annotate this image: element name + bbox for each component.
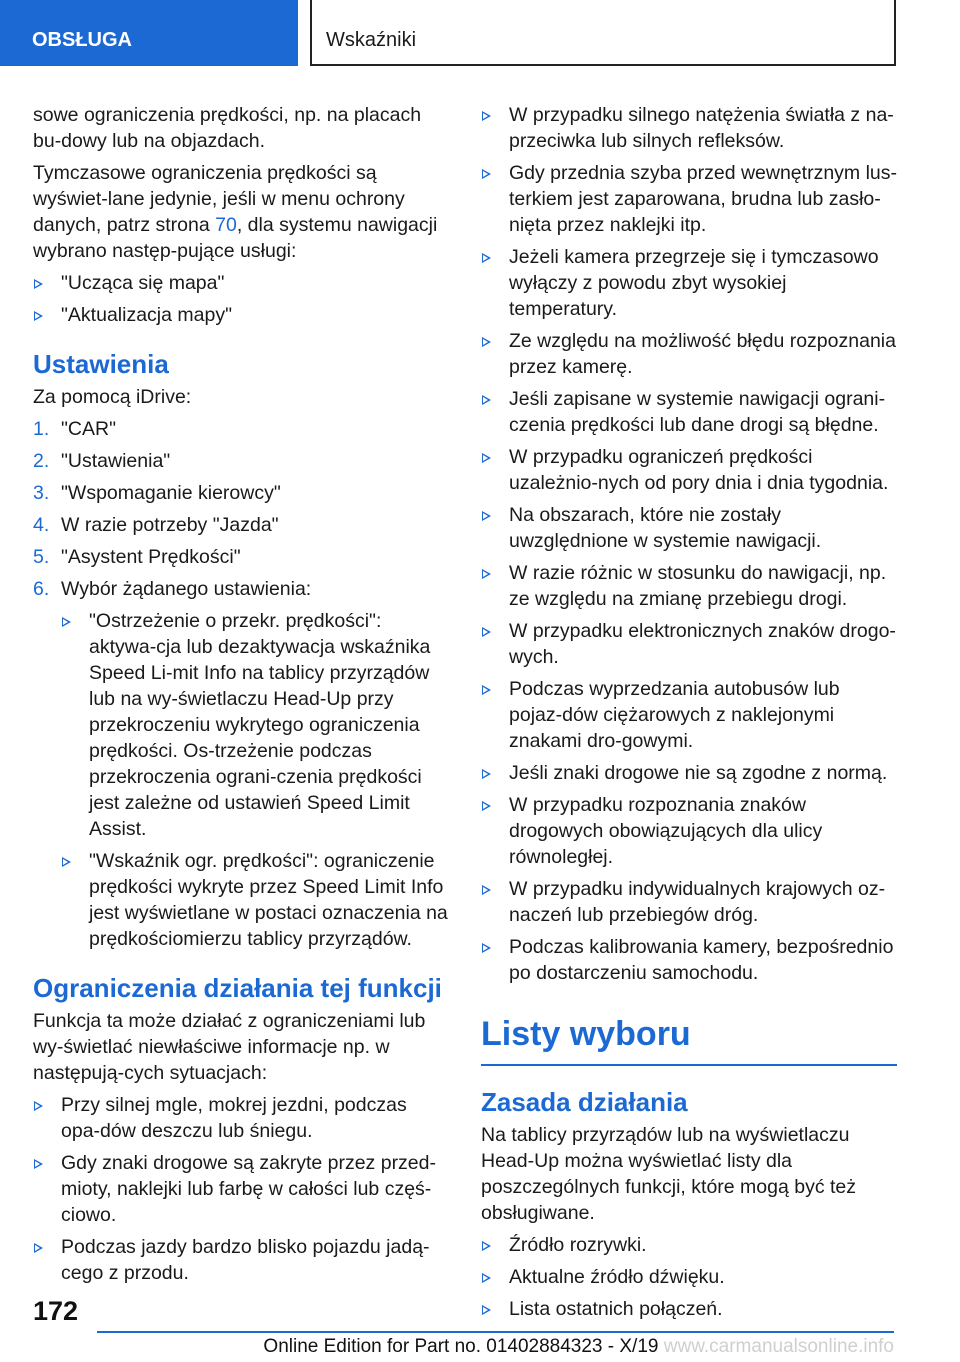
list-item — [481, 560, 897, 612]
bullet-triangle-icon — [482, 253, 491, 263]
bullet-triangle-icon — [482, 169, 491, 179]
list-item-text: "Ucząca się mapa" — [61, 272, 225, 294]
list-item — [481, 1232, 897, 1258]
list-item-text: Gdy znaki drogowe są zakryte przez przed-mioty, naklejki lub farbę w całości lub częś-ciowo. — [61, 1152, 436, 1226]
left-column — [33, 102, 449, 1292]
bullet-triangle-icon — [62, 617, 71, 627]
section-tab: OBSŁUGA — [0, 0, 298, 66]
step-number: 6. — [33, 578, 50, 600]
list-item — [481, 792, 897, 870]
watermark-text: www.carmanualsonline.info — [663, 1336, 894, 1357]
lists-heading: Listy wyboru — [481, 1012, 897, 1066]
step-number: 4. — [33, 514, 50, 536]
intro-text-b: , dla systemu nawigacji wybrano następ-pujące usługi: — [33, 214, 438, 262]
list-item — [481, 618, 897, 670]
services-list — [33, 270, 449, 328]
principle-heading: Zasada działania — [481, 1087, 688, 1117]
page-number: 172 — [33, 1296, 79, 1326]
bullet-triangle-icon — [482, 943, 491, 953]
bullet-triangle-icon — [482, 569, 491, 579]
list-item — [481, 934, 897, 986]
limits-heading: Ograniczenia działania tej funkcji — [33, 973, 442, 1003]
list-item — [61, 608, 449, 842]
bullet-triangle-icon — [482, 627, 491, 637]
list-item — [481, 328, 897, 380]
list-item-text: "Ostrzeżenie o przekr. prędkości": aktywa-cja lub dezaktywacja wskaźnika Speed Li-mit Info na tablicy przyrządów lub na wy-świetlaczu Head-Up przy przekroczeniu wykrytego ograniczenia prędkości. Os-trzeżenie podczas przekroczenia ograni-czenia prędkości jest zależne od ustawień Speed Limit Assist. — [89, 610, 431, 840]
list-item — [481, 244, 897, 322]
list-item-text: "Wskaźnik ogr. prędkości": ograniczenie prędkości wykryte przez Speed Limit Info jest wyświetlane w postaci oznaczenia na prędkościomierzu tablicy przyrządów. — [89, 850, 448, 950]
list-item-text: W przypadku silnego natężenia światła z na-przeciwka lub silnych refleksów. — [509, 104, 894, 152]
intro-text-a: Tymczasowe ograniczenia prędkości są wyświet-lane jedynie, jeśli w menu ochrony danych, patrz strona — [33, 162, 405, 236]
list-item-text: Podczas jazdy bardzo blisko pojazdu jadą-cego z przodu. — [61, 1236, 430, 1284]
bullet-triangle-icon — [482, 511, 491, 521]
step-item — [33, 480, 449, 506]
bullet-triangle-icon — [482, 1241, 491, 1251]
list-item-text: Podczas wyprzedzania autobusów lub pojaz-dów ciężarowych z naklejonymi znakami dro-gowymi. — [509, 678, 840, 752]
list-item-text: Jeśli zapisane w systemie nawigacji ograni-czenia prędkości lub dane drogi są błędne. — [509, 388, 886, 436]
intro-paragraph-1: sowe ograniczenia prędkości, np. na placach bu-dowy lub na objazdach. — [33, 104, 422, 152]
list-item-text: W razie różnic w stosunku do nawigacji, np. ze względu na zmianę przebiegu drogi. — [509, 562, 887, 610]
principle-list — [481, 1232, 897, 1322]
right-column — [481, 102, 897, 1328]
list-item-text: W przypadku indywidualnych krajowych oz-naczeń lub przebiegów dróg. — [509, 878, 886, 926]
limits-intro: Funkcja ta może działać z ograniczeniami lub wy-świetlać niewłaściwe informacje np. w następują-cych sytuacjach: — [33, 1010, 426, 1084]
list-item — [481, 760, 897, 786]
step-item — [33, 448, 449, 474]
bullet-triangle-icon — [482, 453, 491, 463]
list-item — [33, 302, 449, 328]
bullet-triangle-icon — [34, 1101, 43, 1111]
list-item-text: W przypadku ograniczeń prędkości uzależnio-nych od pory dnia i dnia tygodnia. — [509, 446, 889, 494]
step-text: "Wspomaganie kierowcy" — [61, 482, 281, 504]
step-text: W razie potrzeby "Jazda" — [61, 514, 279, 536]
list-item — [481, 876, 897, 928]
step-number: 2. — [33, 450, 50, 472]
list-item — [481, 1296, 897, 1322]
list-item-text: Jeśli znaki drogowe nie są zgodne z normą. — [509, 762, 888, 784]
bullet-triangle-icon — [482, 769, 491, 779]
bullet-triangle-icon — [34, 311, 43, 321]
list-item-text: W przypadku elektronicznych znaków drogo-wych. — [509, 620, 896, 668]
list-item-text: Podczas kalibrowania kamery, bezpośrednio po dostarczeniu samochodu. — [509, 936, 894, 984]
bullet-triangle-icon — [482, 337, 491, 347]
step-item — [33, 576, 449, 952]
footer-edition — [97, 1334, 894, 1360]
list-item — [33, 270, 449, 296]
list-item-text: "Aktualizacja mapy" — [61, 304, 232, 326]
intro-paragraph-2 — [33, 160, 449, 264]
step-number: 3. — [33, 482, 50, 504]
footer-divider — [97, 1331, 894, 1333]
list-item-text: Na obszarach, które nie zostały uwzględnione w systemie nawigacji. — [509, 504, 822, 552]
bullet-triangle-icon — [482, 685, 491, 695]
step-item — [33, 544, 449, 570]
settings-intro: Za pomocą iDrive: — [33, 386, 192, 408]
list-item-text: Jeżeli kamera przegrzeje się i tymczasowo wyłączy z powodu zbyt wysokiej temperatury. — [509, 246, 879, 320]
list-item — [33, 1092, 449, 1144]
list-item — [481, 102, 897, 154]
step-text: "Ustawienia" — [61, 450, 171, 472]
settings-steps — [33, 416, 449, 952]
step6-options — [61, 608, 449, 952]
bullet-triangle-icon — [482, 1273, 491, 1283]
list-item — [481, 444, 897, 496]
bullet-triangle-icon — [34, 279, 43, 289]
bullet-triangle-icon — [482, 395, 491, 405]
step-text: Wybór żądanego ustawienia: — [61, 578, 312, 600]
list-item — [33, 1150, 449, 1228]
page-reference-link[interactable]: 70 — [215, 214, 237, 236]
list-item — [481, 386, 897, 438]
bullet-triangle-icon — [482, 885, 491, 895]
bullet-triangle-icon — [482, 1305, 491, 1315]
limits-list-continued — [481, 102, 897, 986]
list-item — [33, 1234, 449, 1286]
step-text: "Asystent Prędkości" — [61, 546, 241, 568]
list-item — [481, 160, 897, 238]
step-item — [33, 416, 449, 442]
chapter-title: Wskaźniki — [310, 0, 896, 66]
list-item-text: Gdy przednia szyba przed wewnętrznym lus-terkiem jest zaparowana, brudna lub zasło-nięta przez naklejki itp. — [509, 162, 897, 236]
list-item — [481, 1264, 897, 1290]
principle-text: Na tablicy przyrządów lub na wyświetlaczu Head-Up można wyświetlać listy dla poszczególnych funkcji, które mogą być też obsługiwane. — [481, 1124, 857, 1224]
list-item — [61, 848, 449, 952]
list-item — [481, 676, 897, 754]
step-item — [33, 512, 449, 538]
list-item-text: Źródło rozrywki. — [509, 1234, 647, 1256]
list-item-text: Przy silnej mgle, mokrej jezdni, podczas opa-dów deszczu lub śniegu. — [61, 1094, 407, 1142]
limits-list — [33, 1092, 449, 1286]
step-number: 5. — [33, 546, 50, 568]
list-item — [481, 502, 897, 554]
step-text: "CAR" — [61, 418, 117, 440]
bullet-triangle-icon — [62, 857, 71, 867]
step-number: 1. — [33, 418, 50, 440]
bullet-triangle-icon — [482, 801, 491, 811]
edition-text: Online Edition for Part no. 01402884323 - X/19 — [263, 1336, 659, 1357]
settings-heading: Ustawienia — [33, 349, 169, 379]
list-item-text: W przypadku rozpoznania znaków drogowych obowiązujących dla ulicy równoległej. — [509, 794, 823, 868]
list-item-text: Ze względu na możliwość błędu rozpoznania przez kamerę. — [509, 330, 896, 378]
list-item-text: Lista ostatnich połączeń. — [509, 1298, 723, 1320]
bullet-triangle-icon — [482, 111, 491, 121]
bullet-triangle-icon — [34, 1243, 43, 1253]
list-item-text: Aktualne źródło dźwięku. — [509, 1266, 725, 1288]
bullet-triangle-icon — [34, 1159, 43, 1169]
